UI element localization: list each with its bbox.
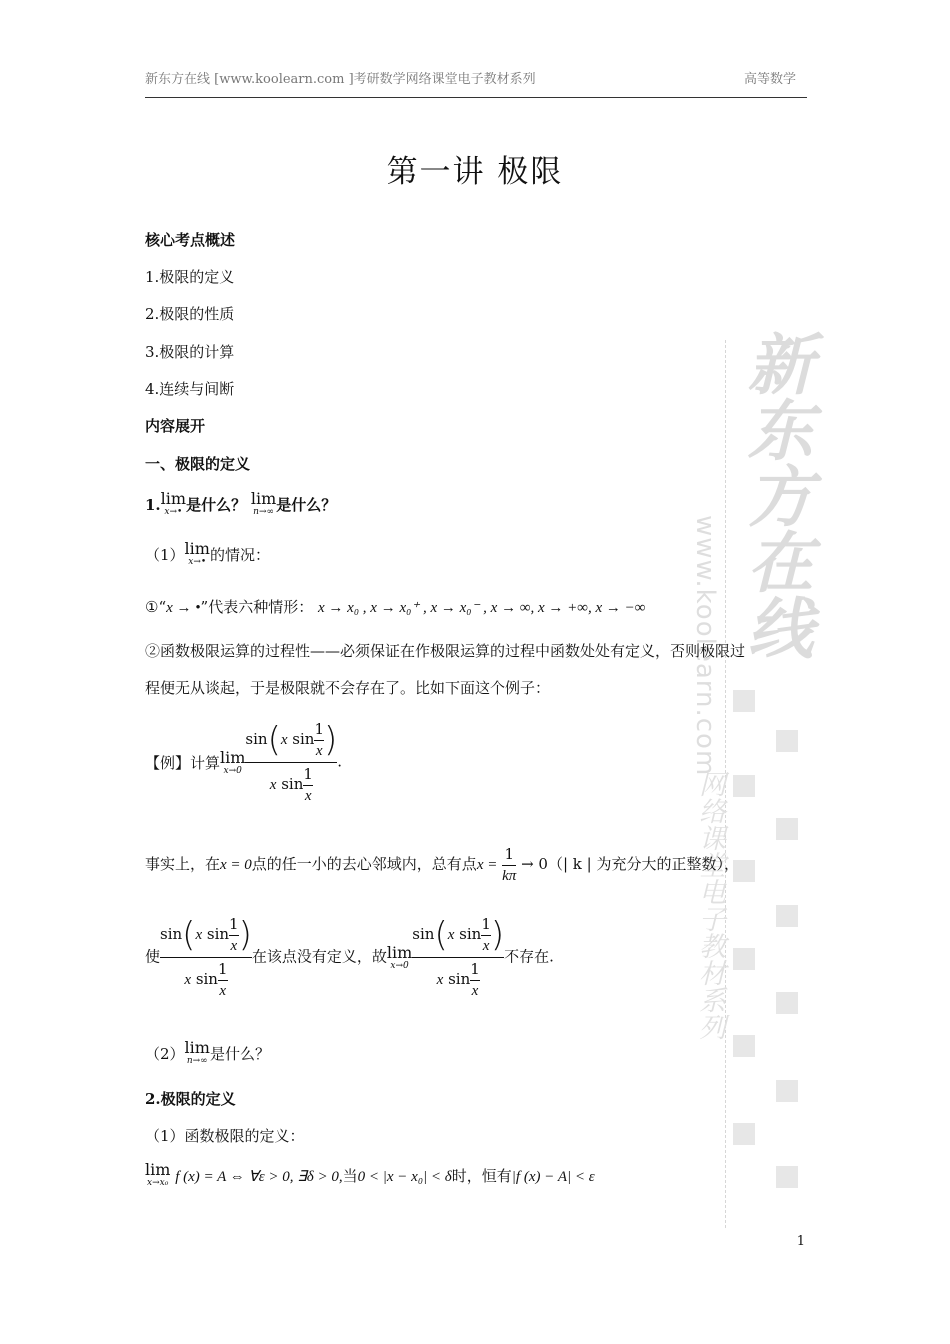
fraction-b: sin(x sin $\frac{1}{x}$ ) x sin $\frac{1}{x}$: [412, 915, 505, 999]
example: [145, 720, 342, 805]
point-one: [145, 596, 645, 617]
topic-item: 4.连续与间断: [145, 380, 235, 398]
point-two-line1: ②函数极限运算的过程性——必须保证在作极限运算的过程中函数处处有定义，否则极限过: [145, 642, 746, 660]
lim-x-zero: lim x→0: [220, 747, 246, 776]
page-number: 1: [796, 1234, 805, 1249]
lim-n-inf: lim n→∞: [184, 1038, 210, 1066]
case-label: （1）: [145, 546, 185, 564]
question-text-a: 是什么？: [186, 496, 247, 514]
case-text: 的情况：: [209, 546, 270, 564]
page-title: 第一讲 极限: [386, 154, 564, 190]
content-heading: 内容展开: [145, 417, 206, 435]
lim-x-x0: lim x→x₀: [145, 1160, 171, 1188]
fraction-a: sin(x sin $\frac{1}{x}$ ) x sin $\frac{1}{x}$: [160, 915, 252, 999]
watermark-series: 网络课堂电子教材系列: [694, 770, 725, 1040]
topic-item: 2.极限的性质: [145, 305, 235, 323]
example-label: 【例】计算: [145, 754, 221, 772]
fact-line: 事实上，在x = 0点的任一小的去心邻域内，总有点x = $\frac{1}{k\pi}$ → 0（| k | 为充分大的正整数），: [145, 845, 739, 884]
conclusion-line: 使 sin(x sin $\frac{1}{x}$ ) x sin $\frac{1}{x}$ 在该点没有定义，故 lim x→0 sin(x sin $\frac{1}{x}$ ) x sin $\frac{1}{x}$ 不存在.: [145, 915, 554, 999]
example-end: .: [337, 752, 343, 771]
one-over-kpi: $\frac{1}{k\pi}$: [502, 845, 517, 884]
topic-item: 3.极限的计算: [145, 343, 235, 361]
watermark-url: www.koolearn.com: [690, 515, 720, 777]
lim-x-dot: lim x→•: [160, 489, 187, 517]
example-fraction: [245, 720, 337, 805]
point-expr: x → •: [166, 600, 201, 616]
watermark-brand: 新东方在线: [736, 330, 814, 660]
epsilon-delta-definition: lim x→x₀ f (x) = A ⇔ ∀ε > 0, ∃δ > 0,当0 < |x − x₀| < δ时，恒有|f (x) − A| < ε: [145, 1160, 595, 1188]
six-cases: x → x₀ , x → x₀⁺ , x → x₀⁻ , x → ∞, x → +∞, x → −∞: [318, 600, 646, 616]
part-one-heading: 一、极限的定义: [145, 455, 251, 473]
point-two-line2: 程便无从谈起，于是极限就不会存在了。比如下面这个例子：: [145, 679, 551, 697]
question-text-b: 是什么？: [276, 496, 337, 514]
x-equals-zero: x = 0: [220, 857, 252, 873]
lim-x-dot: lim x→•: [184, 539, 210, 567]
function-limit-heading: （1）函数极限的定义：: [145, 1127, 305, 1145]
header-left: 新东方在线 [www.koolearn.com ]考研数学网络课堂电子教材系列: [145, 72, 536, 87]
case-two: （2） lim n→∞ 是什么？: [145, 1038, 270, 1066]
header-right: 高等数学: [744, 72, 797, 87]
question-one: [145, 491, 336, 517]
question-number: 1.: [145, 496, 161, 514]
case-one: [145, 541, 270, 567]
core-topics-heading: 核心考点概述: [145, 231, 236, 249]
point-mid: ”代表六种情形：: [200, 598, 314, 616]
denominator: x sin $\frac{1}{x}$: [269, 765, 313, 804]
lim-x-zero: lim x→0: [386, 942, 413, 971]
topic-item: 1.极限的定义: [145, 268, 235, 286]
header-rule: [145, 97, 807, 98]
numerator: sin(x sin $\frac{1}{x}$ ): [245, 720, 338, 760]
definition-heading: 2.极限的定义: [145, 1090, 236, 1108]
lim-n-inf: lim n→∞: [250, 489, 277, 517]
point-prefix: ①“: [145, 598, 167, 616]
